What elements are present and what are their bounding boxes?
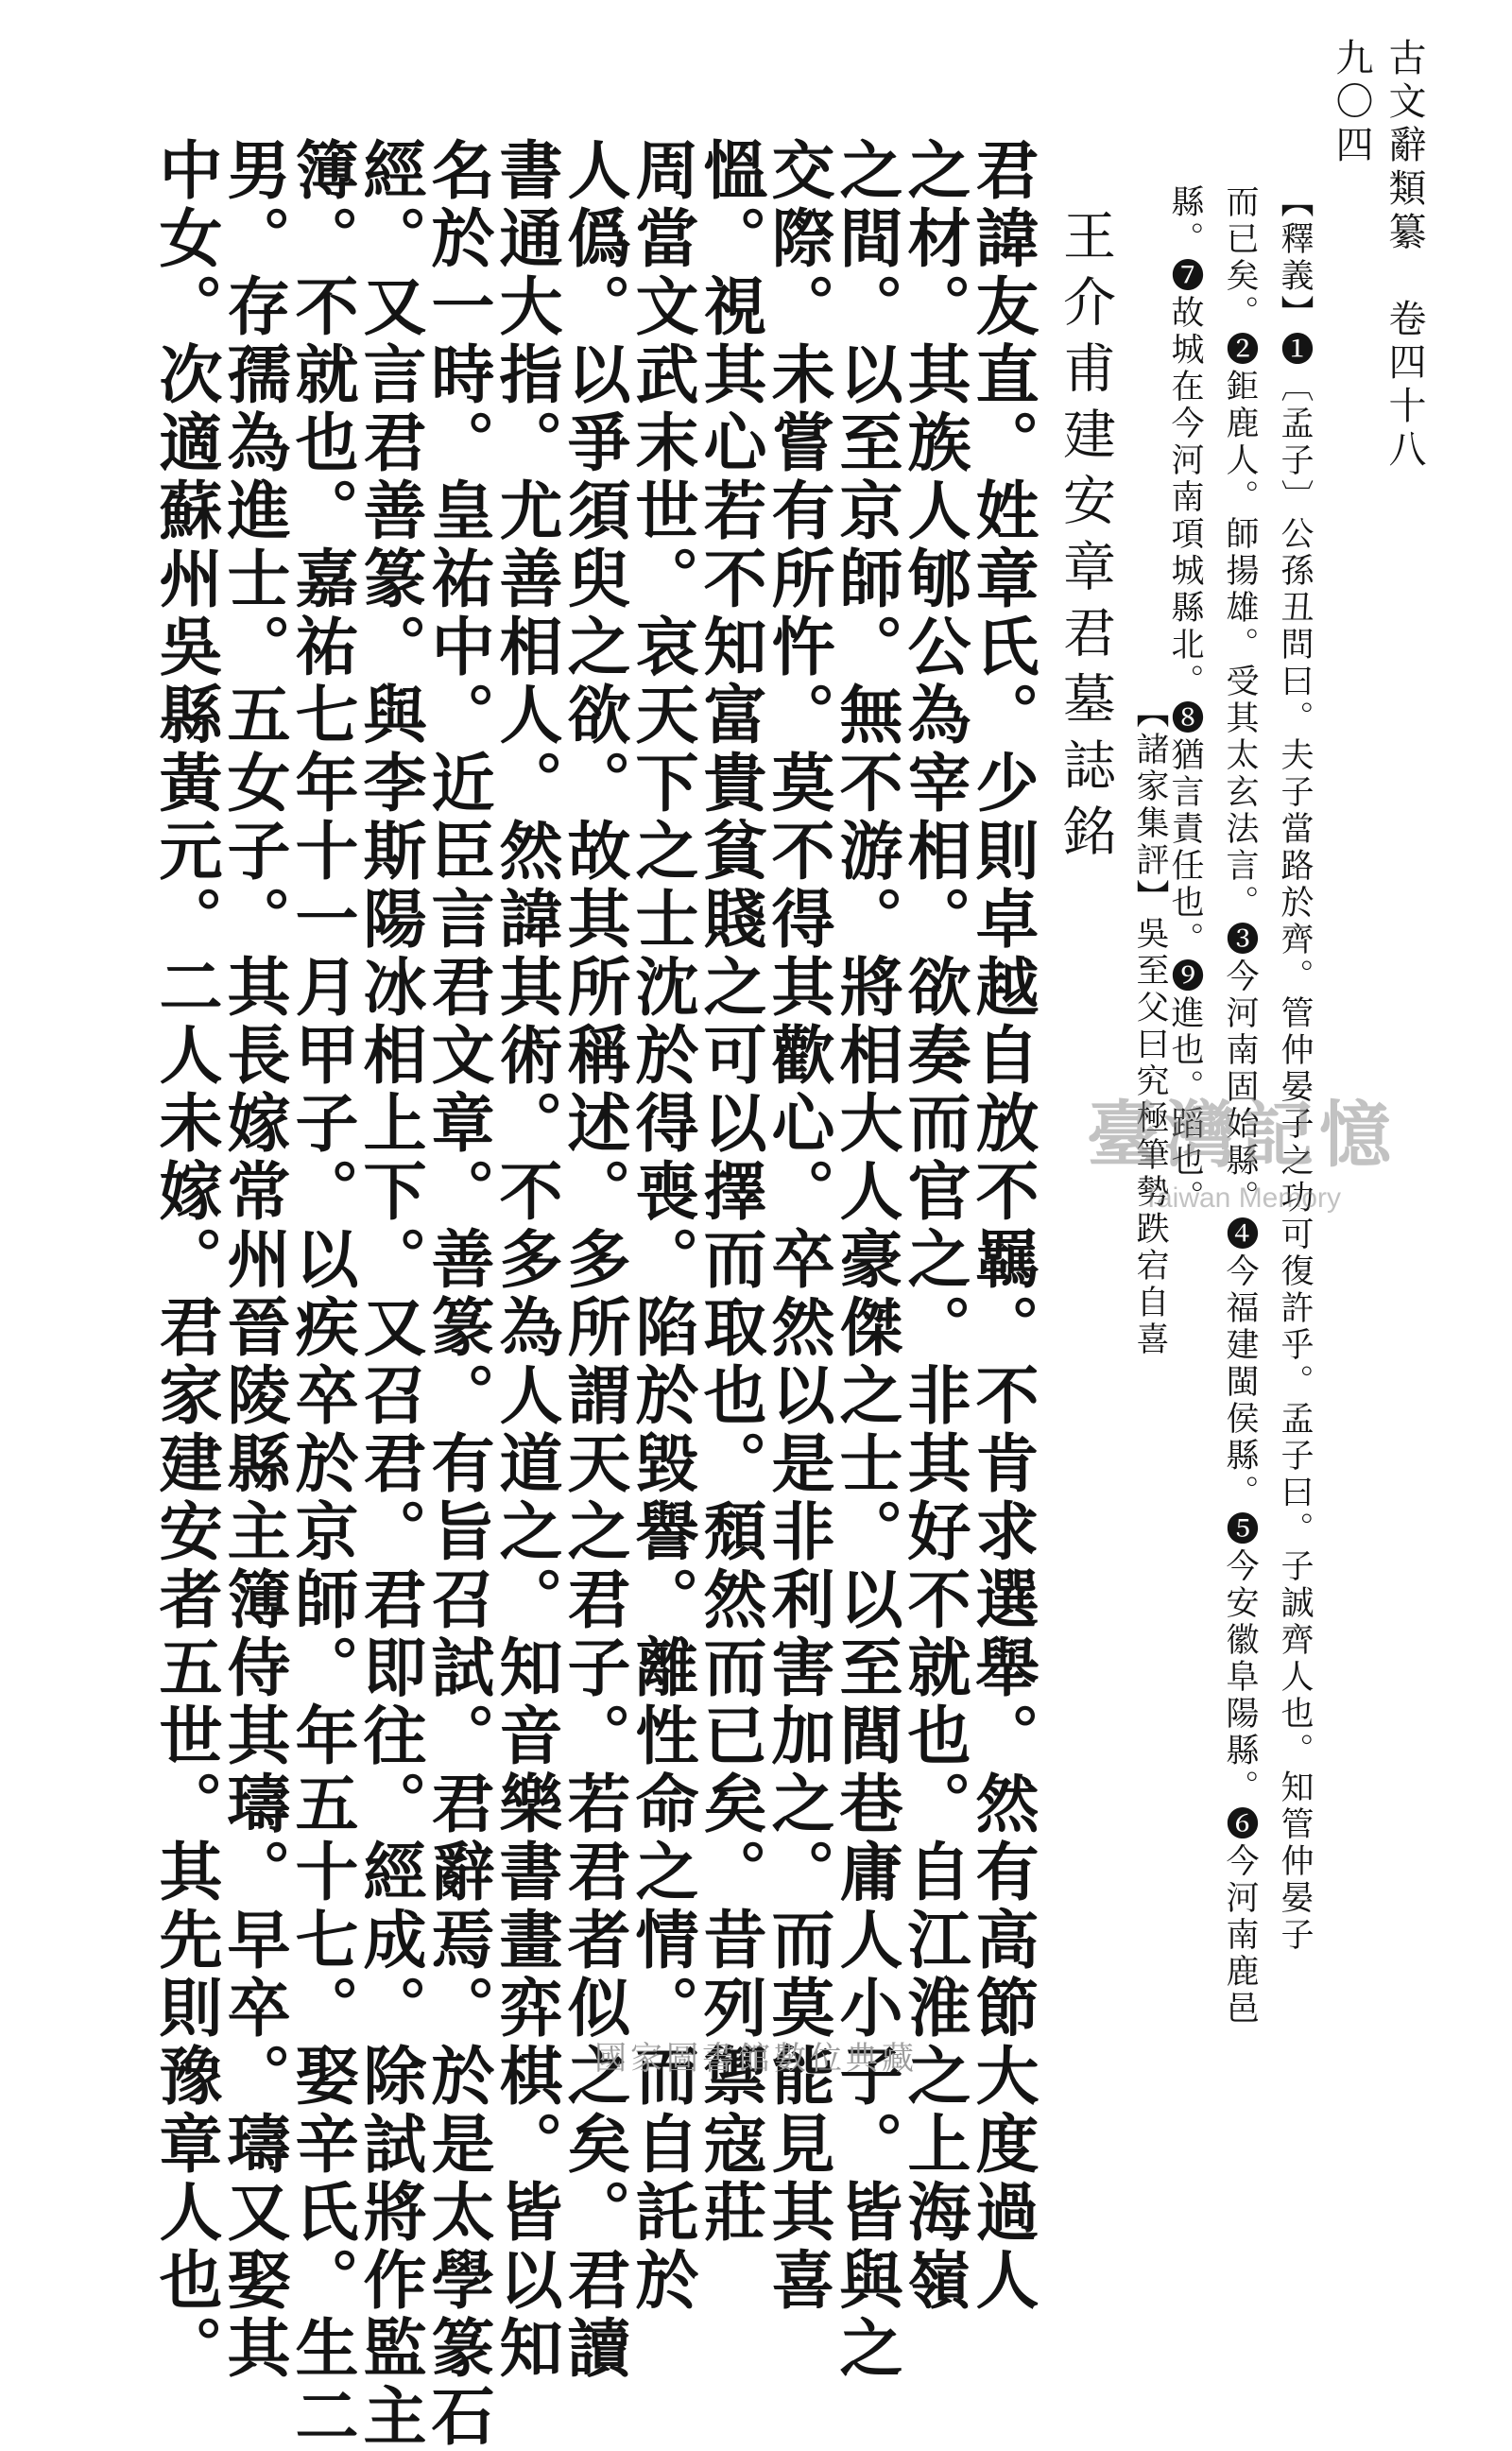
body-column-3: 之間。以至京師。無不游。將相大人豪傑之士。以至閭巷庸人小子。皆與之: [830, 137, 904, 2383]
body-column-2: 之材。其族人郇公為宰相。欲奏而官之。非其好不就也。自江淮之上海嶺: [898, 137, 972, 2315]
body-column-1: 君諱友直。姓章氏。少則卓越自放不羈。不肯求選舉。然有高節大度過人: [966, 137, 1040, 2315]
note-column-1: 【釋義】❶〔孟子〕公孫丑問曰。夫子當路於齊。管仲晏子之功可復許乎。孟子曰。子誠齊人也。知管仲晏子: [1276, 184, 1314, 1954]
page-number: 九〇四: [1330, 38, 1373, 168]
note-column-2: 而已矣。❷鉅鹿人。師揚雄。受其太玄法言。❸今河南固始縣。❹今福建閩侯縣。❺今安徽阜陽縣。❻今河南鹿邑: [1221, 184, 1259, 2028]
book-title-header: 古文辭類纂 卷四十八: [1383, 38, 1426, 473]
body-column-4: 交際。未嘗有所忤。莫不得其歡心。卒然以是非利害加之。而莫能見其喜: [762, 137, 836, 2315]
essay-title: 王介甫建安章君墓誌銘: [1055, 208, 1116, 870]
body-column-8: 書通大指。尤善相人。然諱其術。不多為人道之。知音樂書畫弈棋。皆以知: [490, 137, 564, 2383]
body-column-12: 男。存孺為進士。五女子。其長嫁常州晉陵縣主簿侍其璹。早卒。璹又娶其: [217, 137, 292, 2383]
body-column-6: 周當文武末世。哀天下之士沈於得喪。陷於毀譽。離性命之情。而自託於: [626, 137, 700, 2315]
body-column-5: 慍。視其心若不知富貴貧賤之可以擇而取也。頹然而已矣。昔列禦寇莊: [694, 137, 768, 2247]
body-column-7: 人僞。以爭須臾之欲。故其所稱述。多所謂天之君子。若君者似之矣。君讀: [558, 137, 632, 2383]
body-column-9: 名於一時。皇祐中。近臣言君文章。善篆。有旨召試。君辭焉。於是太學篆石: [421, 137, 496, 2451]
taiwan-memory-watermark: [1087, 1078, 1397, 1215]
watermark-english: Taiwan Memory: [1142, 1182, 1342, 1214]
body-column-10: 經。又言君善篆。與李斯陽冰相上下。又召君。君即往。經成。除試將作監主: [353, 137, 428, 2451]
watermark-chinese: 臺灣記憶: [1087, 1093, 1397, 1177]
note-column-3: 縣。❼故城在今河南項城縣北。❽猶言責任也。❾進也。蹈也。: [1166, 184, 1204, 1217]
body-column-11: 簿。不就也。嘉祐七年十一月甲子。以疾卒於京師。年五十七。娶辛氏。生二: [285, 137, 360, 2451]
library-footer: 國家圖書館數位典藏: [594, 2040, 918, 2078]
note-column-4: 【諸家集評】吳至父曰究極筆勢跌宕自喜: [1131, 695, 1169, 1358]
body-column-13: 中女。次適蘇州吳縣黃元。二人未嫁。君家建安者五世。其先則豫章人也。: [149, 137, 224, 2383]
